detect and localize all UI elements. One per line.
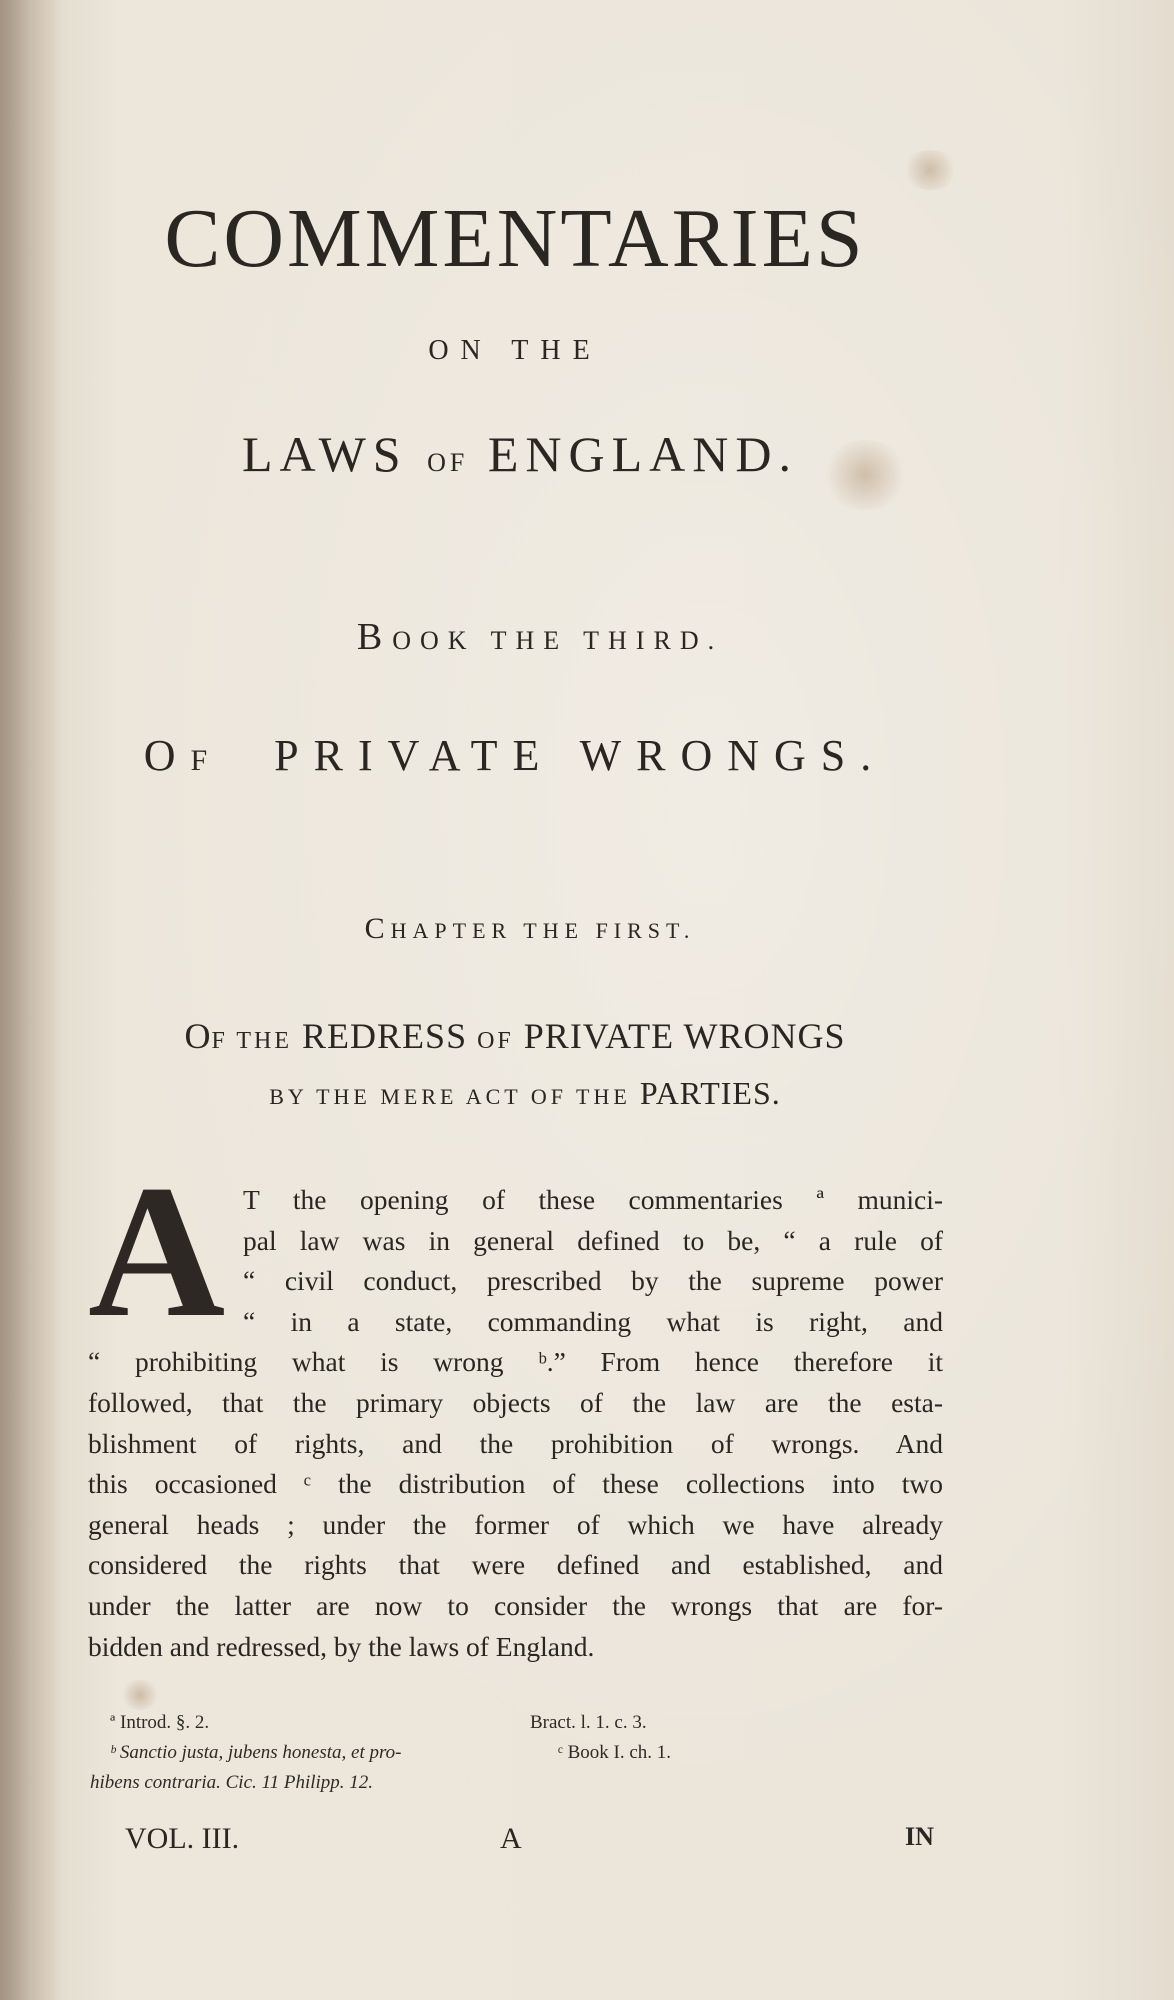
body-line: general heads ; under the former of which we have already (88, 1508, 943, 1540)
book-cap: B (356, 616, 393, 658)
footnotes-right (530, 1708, 830, 1768)
body-line: “ civil conduct, prescribed by the supreme power (243, 1265, 943, 1297)
chapter-cap: C (364, 912, 391, 945)
catchword: IN (905, 1822, 934, 1851)
laws-word: LAWS (241, 426, 408, 482)
redress-small-1: F THE (211, 1028, 293, 1054)
footnote: ᵇ Sanctio justa, jubens honesta, et pro- (110, 1742, 402, 1763)
body-paragraph (88, 1180, 943, 1667)
subtitle-laws-of-england (140, 425, 900, 483)
body-line: bidden and redressed, by the laws of England. (88, 1630, 595, 1662)
redress-main-3: PARTIES. (639, 1075, 781, 1111)
body-line: blishment of rights, and the prohibition of wrongs. And (88, 1427, 943, 1459)
book-rest: OOK THE THIRD. (392, 626, 724, 655)
book-heading (180, 615, 900, 659)
chapter-title-line-2 (150, 1075, 900, 1112)
redress-main-1: REDRESS (302, 1016, 468, 1056)
foxing-stain (120, 1680, 160, 1710)
body-line: T the opening of these commentaries ª munici- (243, 1184, 943, 1215)
volume-label: VOL. III. (125, 1822, 240, 1855)
chapter-title-line-1 (90, 1015, 940, 1057)
redress-small-2: OF (477, 1028, 514, 1054)
footnote: ᶜ Book I. ch. 1. (558, 1742, 672, 1763)
gutter-shadow (0, 0, 60, 2000)
body-line: followed, that the primary objects of the law are the esta- (88, 1386, 943, 1418)
wrongs-main: PRIVATE WRONGS. (274, 731, 887, 780)
redress-main-2: PRIVATE WRONGS (523, 1016, 846, 1056)
part-heading (80, 730, 950, 781)
body-line: considered the rights that were defined and established, and (88, 1549, 943, 1581)
footnote: hibens contraria. Cic. 11 Philipp. 12. (90, 1772, 374, 1793)
drop-cap: A (88, 1147, 226, 1357)
page-title: COMMENTARIES (164, 192, 866, 285)
subtitle-on-the: ON THE (428, 335, 602, 366)
chapter-rest: HAPTER THE FIRST. (390, 918, 696, 943)
signature-mark: A (500, 1822, 522, 1855)
chapter-heading (180, 912, 880, 946)
footnotes-left (90, 1708, 530, 1798)
body-line: “ prohibiting what is wrong ᵇ.” From hence therefore it (88, 1346, 943, 1378)
footnote: ª Introd. §. 2. (110, 1712, 210, 1733)
wrongs-of: F (190, 744, 223, 777)
footnote: Bract. l. 1. c. 3. (530, 1712, 647, 1733)
england-word: ENGLAND. (487, 426, 799, 482)
body-line: under the latter are now to consider the wrongs that are for- (88, 1589, 943, 1621)
body-line: “ in a state, commanding what is right, and (243, 1305, 943, 1337)
wrongs-cap: O (143, 731, 191, 780)
of-word: OF (427, 448, 469, 477)
body-line: this occasioned ᶜ the distribution of these collections into two (88, 1468, 943, 1500)
body-line: pal law was in general defined to be, “ a rule of (243, 1224, 943, 1256)
foxing-stain (900, 150, 960, 190)
redress-cap: O (184, 1016, 212, 1056)
redress-small-3: BY THE MERE ACT OF THE (269, 1084, 631, 1109)
